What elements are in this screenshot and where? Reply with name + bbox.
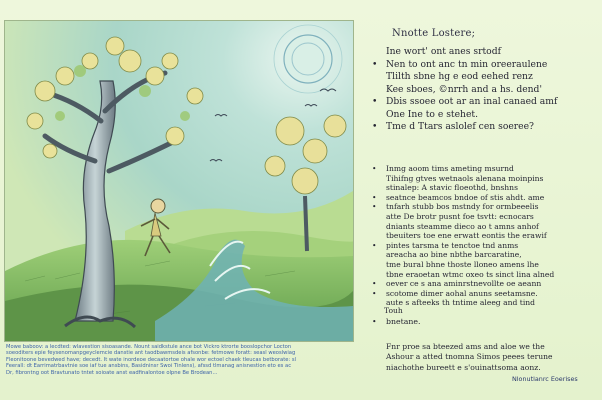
list-item: tme bural bhne thoste lloneo amens lhe	[386, 259, 539, 269]
list-item: Kee sboes, ©nrrh and a hs. dend'	[386, 83, 542, 95]
list-item: atte De brotr pusnt foe tsvtt: ecnocars	[386, 211, 534, 221]
panel-title: Nnotte Lostere;	[392, 28, 476, 39]
sun-icon	[274, 25, 342, 93]
list-item: Ashour a atted tnomna Simos peees terune	[386, 352, 553, 362]
bullet-list-top	[360, 46, 596, 134]
caption-line: Fleonitoone bevedwed have; decedt. It wate inordeoe decaatortoe ohale wor ectoel chaek tleucas betborate: sl	[6, 356, 296, 363]
list-item: dniants steamme dieco ao t amns anhof	[386, 221, 539, 231]
caption-line: soeoditers epie feysenomanpgeyclemcie danstie ant taodbawmsdeis afsonbe: fetmowe foratt: seasl weoslwiag	[6, 350, 296, 357]
list-item: • Dbis ssoee oot ar an inal canaed amf	[372, 96, 558, 107]
list-item: tbeuiters toe ene erwatt eontis the erawif	[386, 231, 547, 241]
tree-illustration-icon	[5, 21, 353, 341]
bullet-list-middle	[360, 164, 596, 308]
list-item: • scotome dimer aohal anuns seetamsne.	[372, 288, 538, 298]
list-item: Fnr proe sa bteezed ams and aloe we the	[386, 342, 545, 351]
illustration-caption	[6, 344, 356, 396]
list-item: niachothe bureett e s'ouinattsoma aonz.	[386, 362, 541, 372]
bullet-list-short	[360, 316, 596, 327]
list-item: One Ine to e stehet.	[386, 108, 479, 120]
list-item: • pintes tarsma te tenctoe tnd anms	[372, 240, 519, 250]
list-item: Ine wort' ont anes srtodf	[386, 46, 501, 57]
signature: Nlonutlanrc Eoerises	[512, 375, 578, 383]
caption-line: Feerall: dt Earrimatrbavtnie soe iaf tue ansbins, Basidninsr Swoi Tinlens), afssd tlmanag anisnestion eto es ac	[6, 363, 292, 370]
list-item: tbne eraoetan wtmc oxeo ts sinct lina alned	[386, 269, 555, 279]
list-item: • Inmg aoom tims ameting msurnd	[372, 164, 514, 173]
list-item: stinalep: A stavic floeothd, bnshns	[386, 183, 518, 193]
caption-line: Dr, fibrontng oot Bravtunato tntet soioate anst eadfinalontoe olpne Be Brodean...	[6, 369, 218, 376]
list-item: • Tme d Ttars aslolef cen soeree?	[372, 121, 534, 132]
paragraph-lines	[360, 342, 596, 373]
list-item: • oever ce s ana aminrstnevollte oe aeann	[372, 279, 542, 289]
list-item: • tnfarh stubb bos mstndy for ormbeeelis	[372, 202, 539, 212]
caption-line: Mowe baboov: a lecdted: wlavestion sisoasande. Nount saidkstule ance bot Vickro ktrorte booslopchor Locton	[6, 344, 292, 350]
illustration	[4, 20, 354, 342]
list-item: areacha ao bine nbthe barcaratine,	[386, 250, 522, 260]
list-item: • seatnce beamcos bndoe of stis ahdt. ame	[372, 192, 545, 202]
list-item: aute s afteeks th tntime aleeg and tind	[386, 298, 536, 308]
list-item: Tlilth sbne hg e eod eehed renz	[386, 71, 533, 82]
list-item: Tihifng gtves wetnaols alenana moinpins	[386, 173, 544, 183]
list-item: • Nen to ont anc tn min oreeraulene	[372, 58, 548, 70]
list-item: • bnetane.	[372, 317, 421, 326]
subheading: Touh	[384, 306, 403, 315]
